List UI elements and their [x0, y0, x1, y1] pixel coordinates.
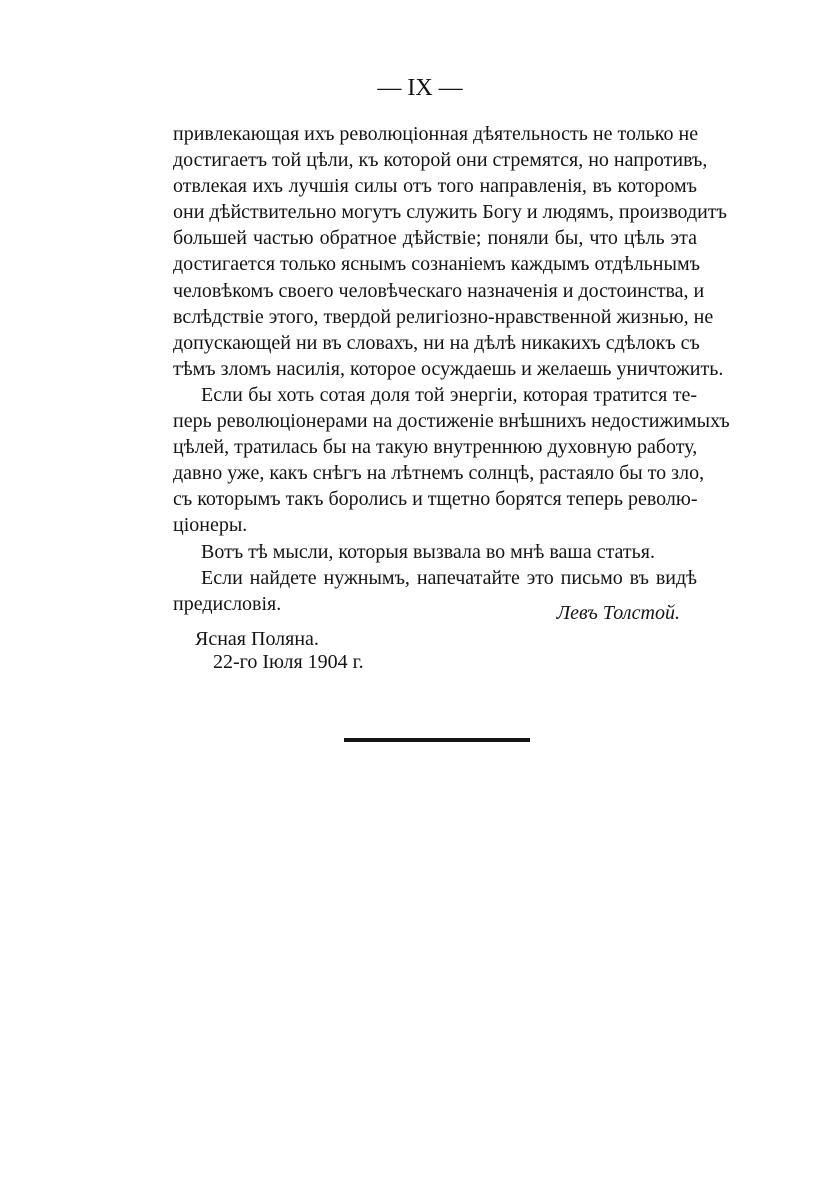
date-line: 22-го Іюля 1904 г.	[213, 651, 364, 673]
section-end-rule	[344, 738, 530, 742]
page-number-header: — IX —	[377, 75, 463, 101]
text-line: давно уже, какъ снѣгъ на лѣтнемъ солнцѣ, растаяло бы то зло,	[173, 462, 705, 485]
text-line: большей частью обратное дѣйствіе; поняли бы, что цѣль эта	[173, 227, 697, 250]
text-line: достигается только яснымъ сознаніемъ каждымъ отдѣльнымъ	[173, 253, 700, 276]
text-line: съ которымъ такъ боролись и тщетно борятся теперь револю-	[173, 488, 698, 511]
place-line: Ясная Поляна.	[195, 628, 319, 650]
text-line: допускающей ни въ словахъ, ни на дѣлѣ никакихъ сдѣлокъ съ	[173, 331, 700, 354]
paragraph-end-line: предисловія.	[173, 592, 282, 615]
paragraph-start-line: Если бы хоть сотая доля той энергіи, которая тратится те-	[201, 383, 697, 406]
text-line: тѣмъ зломъ насилія, которое осуждаешь и желаешь уничтожить.	[173, 357, 724, 380]
text-line: цѣлей, тратилась бы на такую внутреннюю духовную работу,	[173, 436, 698, 459]
text-line: человѣкомъ своего человѣческаго назначенія и достоинства, и	[173, 279, 705, 302]
text-line: перь революціонерами на достиженіе внѣшнихъ недостижимыхъ	[173, 410, 730, 433]
text-line: отвлекая ихъ лучшія силы отъ того направленія, въ которомъ	[173, 175, 697, 198]
paragraph-single-line: Вотъ тѣ мысли, которыя вызвала во мнѣ ваша статья.	[201, 540, 655, 563]
text-line: вслѣдствіе этого, твердой религіозно-нравственной жизнью, не	[173, 305, 714, 328]
paragraph-end-line: ціонеры.	[173, 514, 248, 537]
text-line: достигаетъ той цѣли, къ которой они стремятся, но напротивъ,	[173, 149, 708, 172]
text-line: они дѣйствительно могутъ служить Богу и людямъ, производитъ	[173, 201, 727, 224]
text-line: привлекающая ихъ революціонная дѣятельность не только не	[173, 123, 699, 145]
letter-body	[173, 121, 730, 617]
paragraph-start-line: Если найдете нужнымъ, напечатайте это письмо въ видѣ	[201, 566, 697, 589]
author-signature: Левъ Толстой.	[556, 602, 680, 624]
